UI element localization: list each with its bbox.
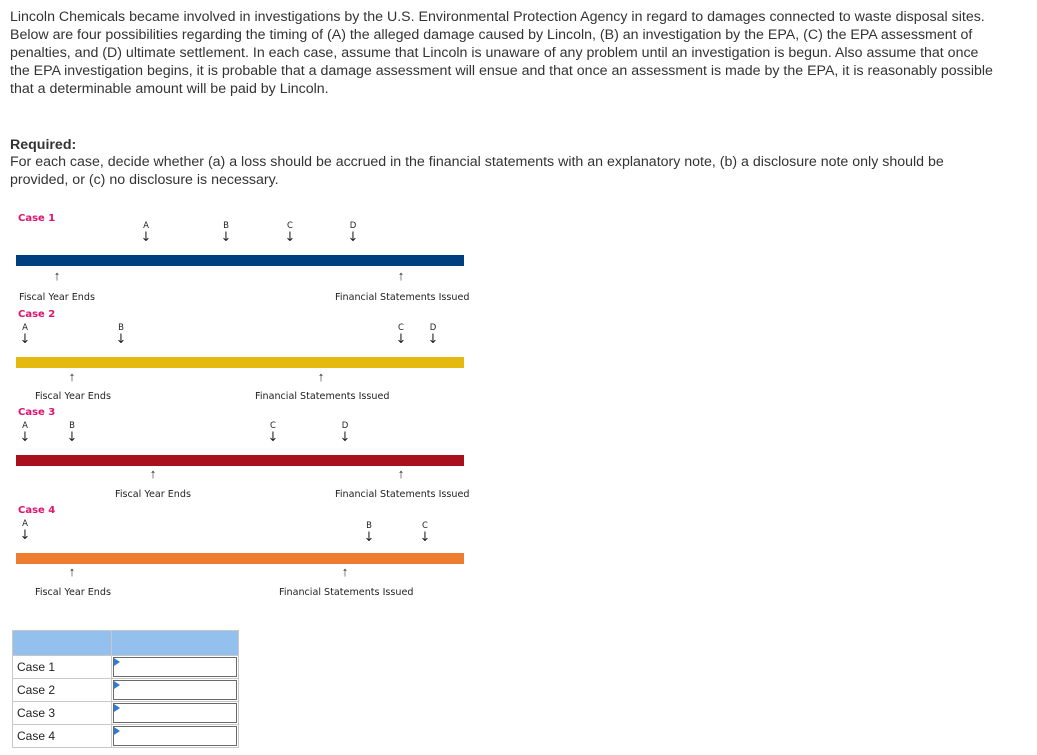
table-row <box>13 679 239 702</box>
arrow-down-icon: ↓ <box>284 230 296 245</box>
case-label: Case 2 <box>18 309 56 320</box>
case-label: Case 1 <box>18 213 56 224</box>
event-a-marker: A ↓ <box>13 323 37 346</box>
problem-intro: Lincoln Chemicals became involved in investigations by the U.S. Environmental Protection Agency in regard to damages connected to waste disposal sites. Below are four possibilities regarding the timing of (A) the alleged damage caused by Lincoln, (B) an investigation by the EPA, (C) the EPA assessment of penalties, and (D) ultimate settlement. In each case, assume that Lincoln is unaware of any problem until an investigation is begun. Also assume that once the EPA investigation begins, it is probable that a damage assessment will ensue and that once an assessment is made by the EPA, it is reasonably possible that a determinable amount will be paid by Lincoln. <box>10 9 993 97</box>
required-heading: Required: <box>10 137 77 153</box>
fiscal-year-ends-label: Fiscal Year Ends <box>19 292 95 303</box>
arrow-down-icon: ↓ <box>115 332 127 347</box>
arrow-up-icon: ↑ <box>149 466 157 481</box>
answer-cell-case-1[interactable] <box>112 656 239 679</box>
arrow-down-icon: ↓ <box>419 530 431 545</box>
answer-table-header <box>13 631 239 656</box>
event-a-marker: A ↓ <box>13 519 37 542</box>
header-cell <box>13 631 112 656</box>
answer-table <box>12 630 239 748</box>
answer-cell-case-3[interactable] <box>112 702 239 725</box>
timeline-bar <box>16 255 464 266</box>
financial-statements-issued-label: Financial Statements Issued <box>335 489 470 500</box>
row-label-case-2: Case 2 <box>13 679 112 702</box>
arrow-up-icon: ↑ <box>397 466 405 481</box>
arrow-down-icon: ↓ <box>19 430 31 445</box>
arrow-down-icon: ↓ <box>19 528 31 543</box>
arrow-down-icon: ↓ <box>66 430 78 445</box>
answer-dropdown-case-2[interactable] <box>113 680 237 700</box>
arrow-down-icon: ↓ <box>220 230 232 245</box>
timeline-bar <box>16 357 464 368</box>
case-label: Case 4 <box>18 505 56 516</box>
event-c-marker: C ↓ <box>261 421 285 444</box>
dropdown-indicator-icon <box>114 681 120 689</box>
timeline-bar <box>16 455 464 466</box>
arrow-up-icon: ↑ <box>53 268 61 283</box>
answer-dropdown-case-3[interactable] <box>113 703 237 723</box>
financial-statements-issued-label: Financial Statements Issued <box>255 391 390 402</box>
event-b-marker: B ↓ <box>109 323 133 346</box>
event-b-marker: B ↓ <box>357 521 381 544</box>
row-label-case-4: Case 4 <box>13 725 112 748</box>
event-a-marker: A ↓ <box>13 421 37 444</box>
event-a-marker: A ↓ <box>134 221 158 244</box>
dropdown-indicator-icon <box>114 658 120 666</box>
answer-dropdown-case-4[interactable] <box>113 726 237 746</box>
arrow-down-icon: ↓ <box>395 332 407 347</box>
arrow-up-icon: ↑ <box>68 564 76 579</box>
table-row <box>13 702 239 725</box>
header-cell <box>112 631 239 656</box>
arrow-down-icon: ↓ <box>347 230 359 245</box>
arrow-up-icon: ↑ <box>341 564 349 579</box>
row-label-case-1: Case 1 <box>13 656 112 679</box>
fiscal-year-ends-label: Fiscal Year Ends <box>35 587 111 598</box>
required-text: For each case, decide whether (a) a loss should be accrued in the financial statements with an explanatory note, (b) a disclosure note only should be provided, or (c) no disclosure is necessary. <box>10 154 944 188</box>
event-d-marker: D ↓ <box>421 323 445 346</box>
event-b-marker: B ↓ <box>60 421 84 444</box>
arrow-up-icon: ↑ <box>317 369 325 384</box>
fiscal-year-ends-label: Fiscal Year Ends <box>115 489 191 500</box>
row-label-case-3: Case 3 <box>13 702 112 725</box>
financial-statements-issued-label: Financial Statements Issued <box>279 587 414 598</box>
event-c-marker: C ↓ <box>389 323 413 346</box>
answer-dropdown-case-1[interactable] <box>113 657 237 677</box>
arrow-down-icon: ↓ <box>427 332 439 347</box>
table-row <box>13 656 239 679</box>
dropdown-indicator-icon <box>114 704 120 712</box>
financial-statements-issued-label: Financial Statements Issued <box>335 292 470 303</box>
arrow-down-icon: ↓ <box>339 430 351 445</box>
event-d-marker: D ↓ <box>333 421 357 444</box>
event-b-marker: B ↓ <box>214 221 238 244</box>
arrow-down-icon: ↓ <box>363 530 375 545</box>
arrow-down-icon: ↓ <box>19 332 31 347</box>
dropdown-indicator-icon <box>114 727 120 735</box>
case-label: Case 3 <box>18 407 56 418</box>
answer-cell-case-2[interactable] <box>112 679 239 702</box>
fiscal-year-ends-label: Fiscal Year Ends <box>35 391 111 402</box>
table-row <box>13 725 239 748</box>
event-c-marker: C ↓ <box>413 521 437 544</box>
answer-cell-case-4[interactable] <box>112 725 239 748</box>
event-d-marker: D ↓ <box>341 221 365 244</box>
arrow-down-icon: ↓ <box>267 430 279 445</box>
arrow-down-icon: ↓ <box>140 230 152 245</box>
arrow-up-icon: ↑ <box>397 268 405 283</box>
timeline-bar <box>16 553 464 564</box>
event-c-marker: C ↓ <box>278 221 302 244</box>
arrow-up-icon: ↑ <box>68 369 76 384</box>
